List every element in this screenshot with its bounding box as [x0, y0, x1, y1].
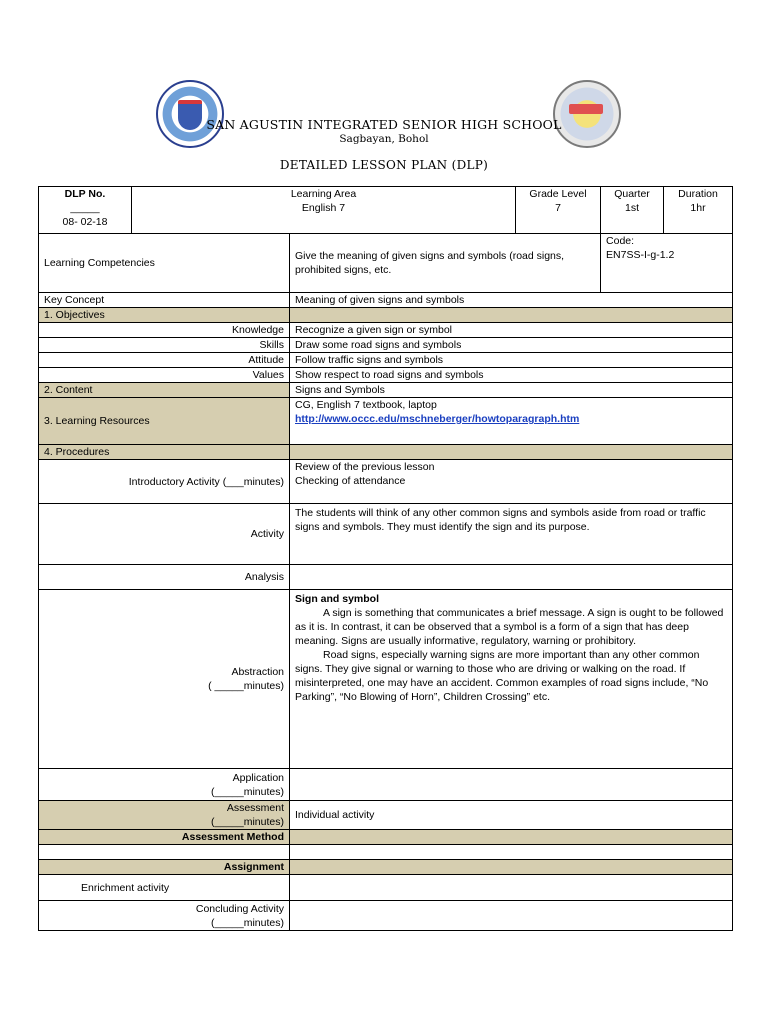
abstraction-row: [39, 590, 733, 769]
resources-heading: 3. Learning Resources: [39, 398, 290, 445]
abstraction-label: Abstraction: [231, 666, 284, 678]
assessment-minutes: (_____minutes): [211, 816, 284, 828]
grade-level-value: 7: [555, 202, 561, 214]
application-minutes: (_____minutes): [211, 785, 284, 798]
content-row: [39, 383, 733, 398]
grade-level-label: Grade Level: [529, 188, 587, 200]
objective-value: Follow traffic signs and symbols: [290, 353, 733, 368]
concluding-label: Concluding Activity: [195, 902, 284, 915]
document-title: DETAILED LESSON PLAN (DLP): [279, 158, 489, 172]
procedures-heading: 4. Procedures: [39, 445, 290, 460]
abstraction-title: Sign and symbol: [295, 593, 380, 605]
duration-cell: [664, 187, 733, 234]
dlp-cell: [39, 187, 132, 234]
objective-row-attitude: [39, 353, 733, 368]
intro-line: Checking of attendance: [295, 475, 406, 487]
learning-area-cell: [132, 187, 516, 234]
intro-label: Introductory Activity (___minutes): [39, 460, 290, 504]
spacer-row: [39, 845, 733, 860]
objective-row-knowledge: [39, 323, 733, 338]
spacer-cell: [39, 845, 290, 860]
assessment-method-value: [290, 830, 733, 845]
dlp-blank: _____: [70, 202, 100, 214]
grade-level-cell: [516, 187, 601, 234]
intro-line: Review of the previous lesson: [295, 461, 435, 473]
enrichment-value: [290, 875, 733, 901]
quarter-cell: [601, 187, 664, 234]
intro-row: [39, 460, 733, 504]
resources-cell: [290, 398, 733, 445]
analysis-value: [290, 565, 733, 590]
learning-area-value: English 7: [301, 202, 346, 214]
objective-value: Recognize a given sign or symbol: [290, 323, 733, 338]
objective-label: Values: [39, 368, 290, 383]
concluding-minutes: (_____minutes): [211, 916, 284, 929]
application-row: [39, 769, 733, 801]
info-row: [39, 187, 733, 234]
objective-label: Knowledge: [39, 323, 290, 338]
content-heading: 2. Content: [39, 383, 290, 398]
learning-area-label: Learning Area: [290, 188, 357, 200]
abstraction-paragraph: A sign is something that communicates a brief message. A sign is ought to be followed as it is. In contrast, it can be observed that a symbol is a form of a sign that has deep meaning. Signs are usually informative, regulatory, warning or prohibitory.: [295, 607, 724, 647]
objective-row-values: [39, 368, 733, 383]
objective-value: Show respect to road signs and symbols: [290, 368, 733, 383]
objectives-heading: 1. Objectives: [39, 308, 290, 323]
activity-value: The students will think of any other common signs and symbols aside from road or traffic signs and symbols. They must identify the sign and its purpose.: [290, 504, 733, 565]
abstraction-minutes: ( _____minutes): [208, 680, 284, 692]
assessment-method-row: [39, 830, 733, 845]
content-value: Signs and Symbols: [290, 383, 733, 398]
application-value: [290, 769, 733, 801]
dlp-value: 08- 02-18: [62, 216, 108, 228]
resources-value: CG, English 7 textbook, laptop: [295, 399, 437, 411]
enrichment-row: [39, 875, 733, 901]
analysis-row: [39, 565, 733, 590]
quarter-value: 1st: [625, 202, 640, 214]
objective-row-skills: [39, 338, 733, 353]
key-concept-row: [39, 293, 733, 308]
key-concept-label: Key Concept: [39, 293, 290, 308]
concluding-value: [290, 901, 733, 931]
code-cell: [601, 234, 733, 293]
concluding-label-cell: [39, 901, 290, 931]
abstraction-label-cell: [39, 590, 290, 769]
competencies-row: [39, 234, 733, 293]
abstraction-cell: [290, 590, 733, 769]
competencies-label: Learning Competencies: [39, 234, 290, 293]
enrichment-label: Enrichment activity: [39, 875, 290, 901]
concluding-row: [39, 901, 733, 931]
spacer-cell: [290, 845, 733, 860]
quarter-label: Quarter: [614, 188, 650, 200]
assignment-value: [290, 860, 733, 875]
analysis-label: Analysis: [39, 565, 290, 590]
abstraction-paragraph: Road signs, especially warning signs are more important than any other common signs. They give signal or warning to those who are driving or walking on the road. If misinterpreted, one may have an accident. Common examples of road signs include, “No Parking”, “No Blowing of Horn”, Children Crossing” etc.: [295, 649, 709, 703]
assessment-method-label: Assessment Method: [39, 830, 290, 845]
assessment-label-cell: [39, 801, 290, 830]
procedures-heading-row: [39, 445, 733, 460]
activity-label: Activity: [39, 504, 290, 565]
lesson-plan-table: [38, 186, 733, 931]
dlp-label: DLP No.: [64, 188, 106, 200]
duration-value: 1hr: [690, 202, 706, 214]
application-label-cell: [39, 769, 290, 801]
key-concept-value: Meaning of given signs and symbols: [290, 293, 733, 308]
objective-label: Skills: [39, 338, 290, 353]
resources-link[interactable]: http://www.occc.edu/mschneberger/howtoparagraph.htm: [295, 413, 580, 425]
application-label: Application: [232, 771, 284, 784]
duration-label: Duration: [678, 188, 718, 200]
procedures-heading-blank: [290, 445, 733, 460]
competencies-value: Give the meaning of given signs and symbols (road signs, prohibited signs, etc.: [290, 234, 601, 293]
code-label: Code:: [606, 235, 635, 247]
resources-row: [39, 398, 733, 445]
code-value: EN7SS-I-g-1.2: [606, 249, 675, 261]
assessment-label: Assessment: [226, 802, 284, 814]
objectives-heading-blank: [290, 308, 733, 323]
objectives-heading-row: [39, 308, 733, 323]
objective-value: Draw some road signs and symbols: [290, 338, 733, 353]
assignment-label: Assignment: [39, 860, 290, 875]
school-address: Sagbayan, Bohol: [339, 133, 429, 145]
assessment-value: Individual activity: [290, 801, 733, 830]
objective-label: Attitude: [39, 353, 290, 368]
intro-cell: [290, 460, 733, 504]
assessment-row: [39, 801, 733, 830]
activity-row: [39, 504, 733, 565]
document-header: [0, 0, 768, 180]
assignment-row: [39, 860, 733, 875]
school-name: SAN AGUSTIN INTEGRATED SENIOR HIGH SCHOOL: [206, 117, 562, 132]
